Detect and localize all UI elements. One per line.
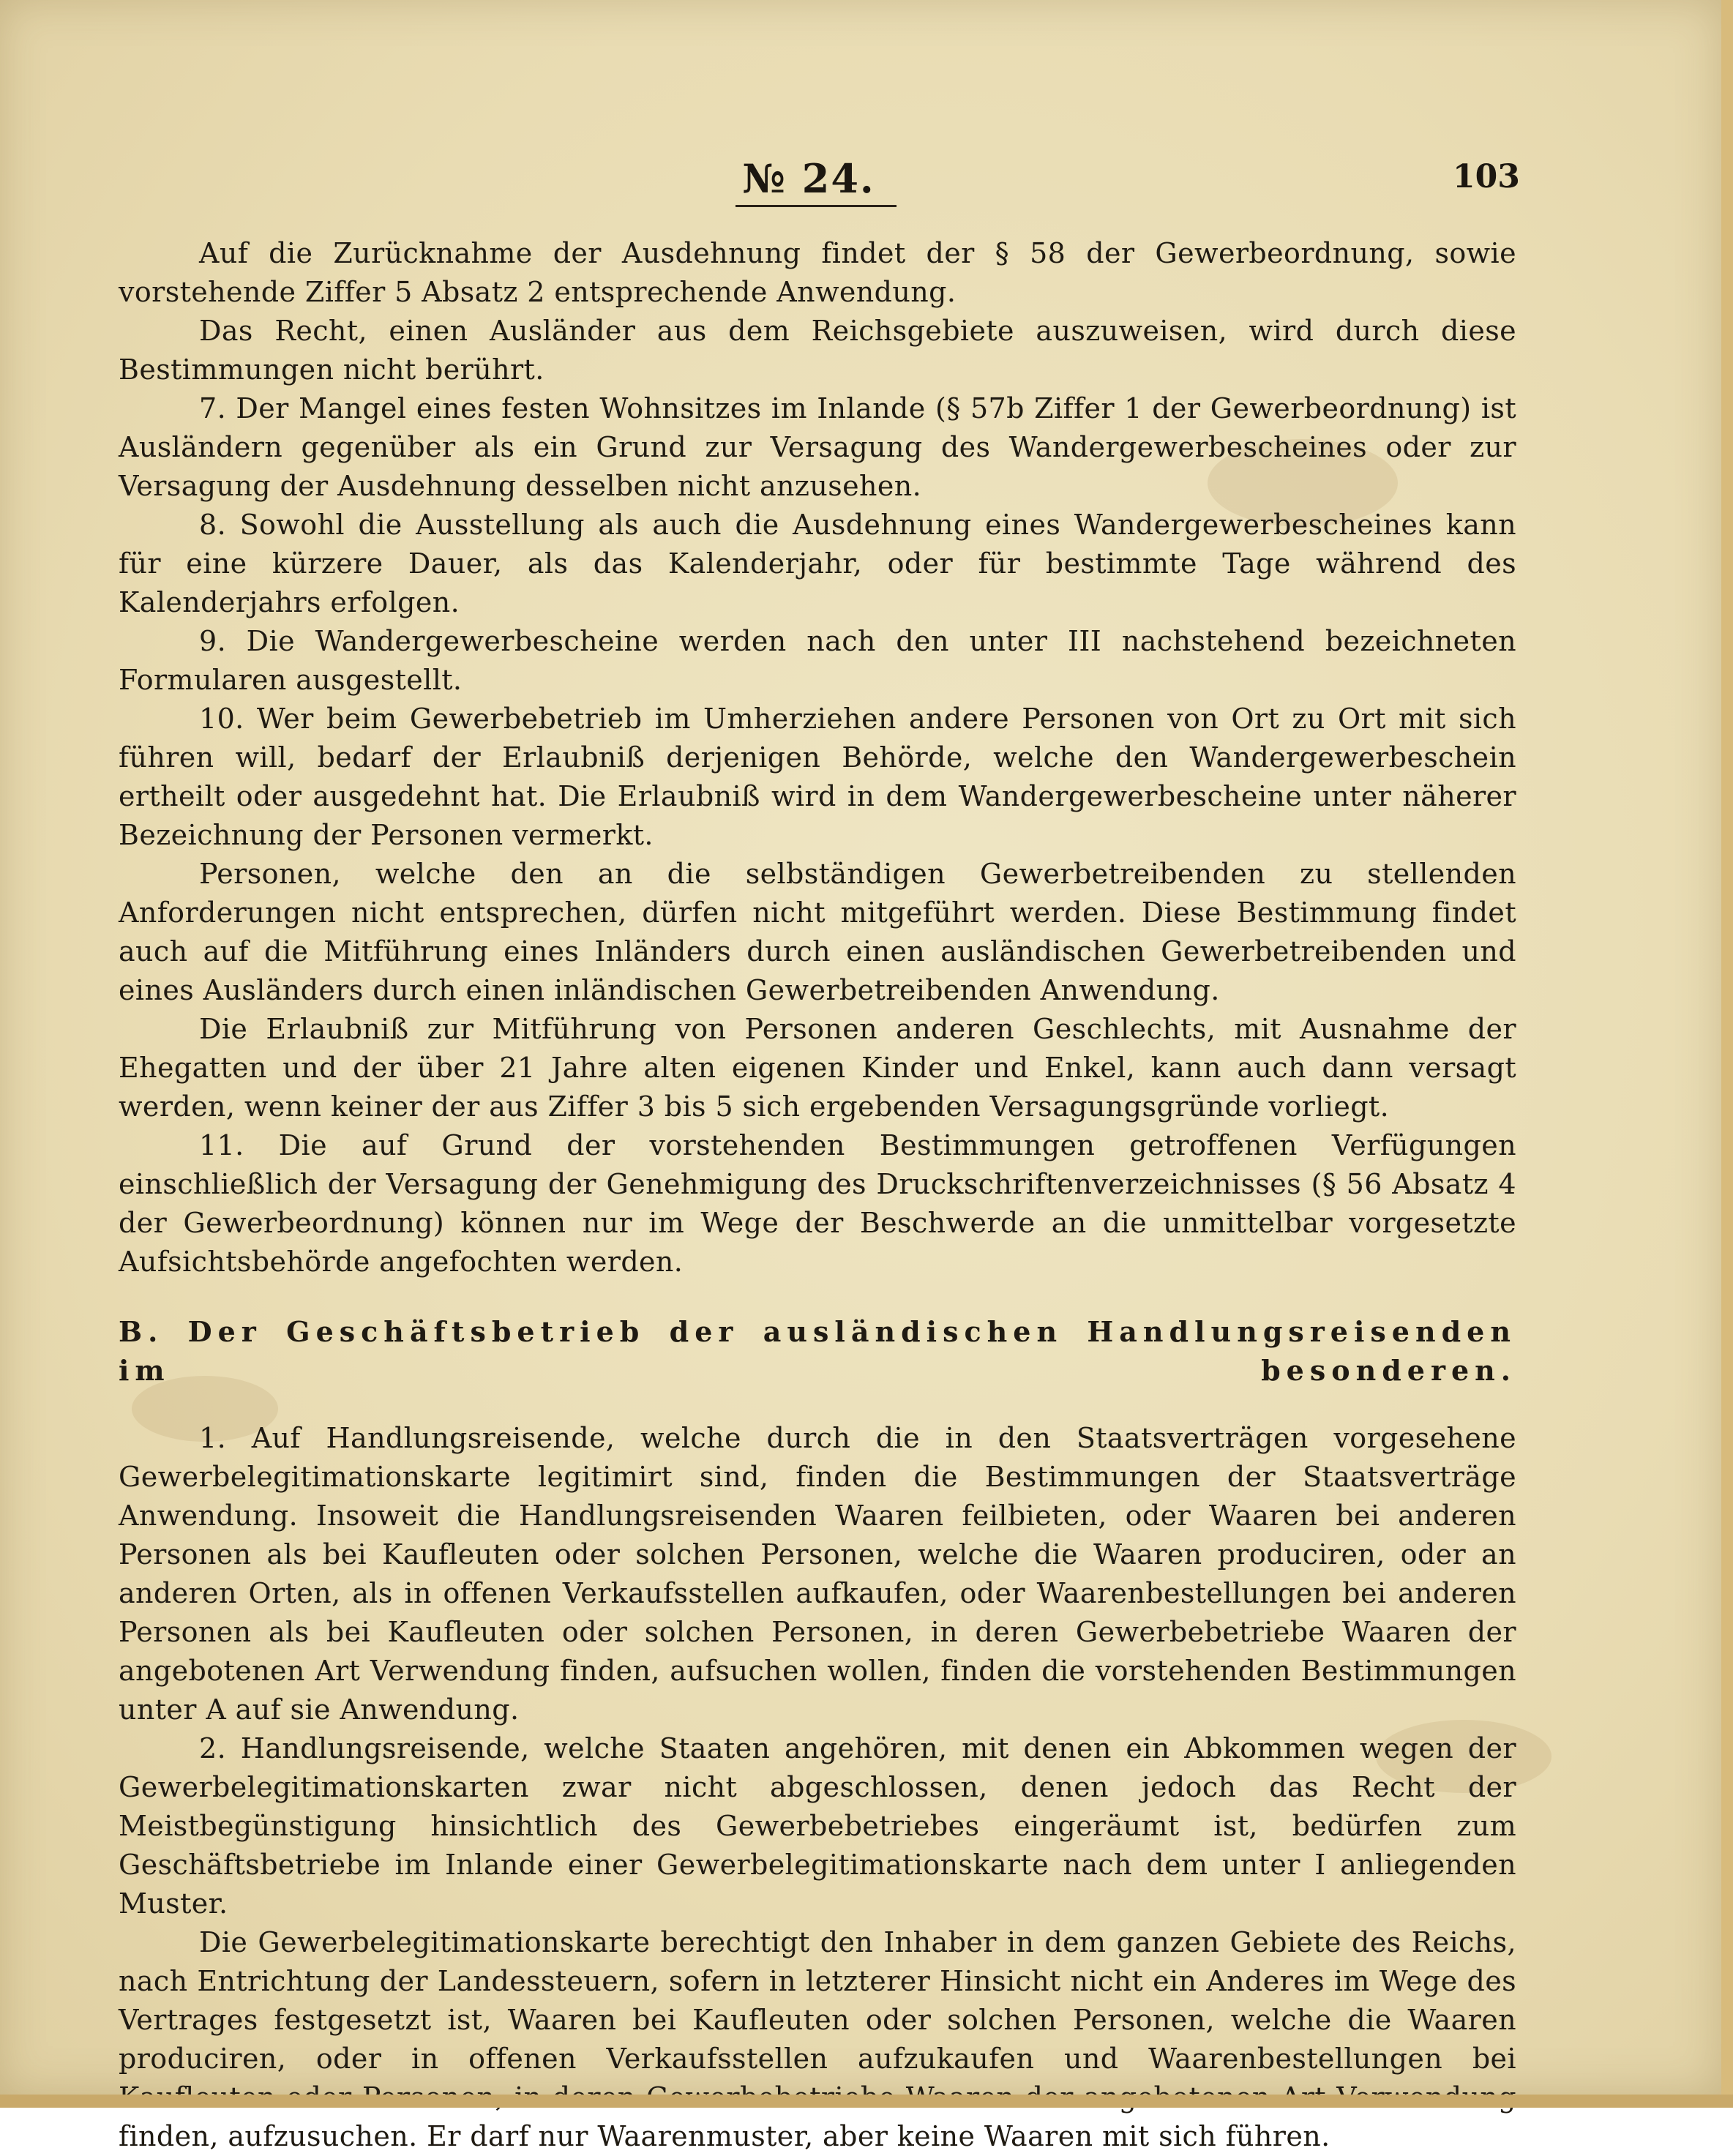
paragraph-recht: Das Recht, einen Ausländer aus dem Reichsgebiete auszuweisen, wird durch diese Bestimmungen nicht berührt. — [119, 315, 1516, 386]
paragraph-ausdehnung: Auf die Zurücknahme der Ausdehnung findet der § 58 der Gewerbeordnung, sowie vorstehende Ziffer 5 Absatz 2 entsprechende Anwendung. — [119, 237, 1516, 308]
page-number: 103 — [1453, 158, 1520, 195]
page-edge-bottom — [0, 2095, 1733, 2108]
issue-number: № 24. — [742, 155, 875, 202]
page-header — [0, 155, 1721, 214]
paragraph-7: 7. Der Mangel eines festen Wohnsitzes im Inlande (§ 57b Ziffer 1 der Gewerbeordnung) ist Ausländern gegenüber als ein Grund zur Versagung des Wandergewerbescheines oder zur Versagung der Ausdehnung desselben nicht anzusehen. — [119, 392, 1516, 502]
section-b-heading: B. Der Geschäftsbetrieb der ausländischen Handlungsreisenden im besonderen. — [119, 1315, 1516, 1387]
body-text — [119, 234, 1516, 2156]
paragraph-9: 9. Die Wandergewerbescheine werden nach den unter III nachstehend bezeichneten Formularen ausgestellt. — [119, 625, 1516, 696]
paragraph-b-karte: Die Gewerbelegitimationskarte berechtigt den Inhaber in dem ganzen Gebiete des Reichs, nach Entrichtung der Landessteuern, sofern in letzterer Hinsicht nicht ein Anderes im Wege des Vertrages festgesetzt ist, Waaren bei Kaufleuten oder solchen Personen, welche die Waaren produciren, oder in offenen Verkaufsstellen aufzukaufen und Waarenbestellungen bei finden, aufzusuchen. Er darf nur Waarenmuster, aber keine Waaren mit sich führen. — [119, 1926, 1516, 2152]
paragraph-8: 8. Sowohl die Ausstellung als auch die Ausdehnung eines Wandergewerbescheines kann für eine kürzere Dauer, als das Kalenderjahr, oder für bestimmte Tage während des Kalenderjahrs erfolgen. — [119, 509, 1516, 618]
issue-underline — [736, 205, 897, 207]
paragraph-personen: Personen, welche den an die selbständigen Gewerbetreibenden zu stellenden Anforderungen nicht entsprechen, dürfen nicht mitgeführt werden. Diese Bestimmung findet auch auf die Mitführung eines Inländers durch einen ausländischen Gewerbetreibenden und eines Ausländers durch einen inländischen Gewerbetreibenden Anwendung. — [119, 858, 1516, 1006]
paragraph-b2: 2. Handlungsreisende, welche Staaten angehören, mit denen ein Abkommen wegen der Gewerbelegitimationskarten zwar nicht abgeschlossen, denen jedoch das Recht der Meistbegünstigung hinsichtlich des Gewerbebetriebes eingeräumt ist, bedürfen zum Geschäftsbetriebe im Inlande einer Gewerbelegitimationskarte nach dem unter I anliegenden Muster. — [119, 1732, 1516, 1920]
paragraph-b1: 1. Auf Handlungsreisende, welche durch die in den Staatsverträgen vorgesehene Gewerbelegitimationskarte legitimirt sind, finden die Bestimmungen der Staatsverträge Anwendung. Insoweit die Handlungsreisenden Waaren feilbieten, oder Waaren bei anderen Personen als bei Kaufleuten oder solchen Personen, welche die Waaren produciren, oder an anderen Orten, als in offenen Verkaufsstellen aufkaufen, oder Waarenbestellungen bei anderen Personen als bei Kaufleuten oder solchen Personen, in deren Gewerbebetriebe Waaren der angebotenen Art Verwendung finden, aufsuchen wollen, finden die vorstehenden Bestimmungen unter A auf sie Anwendung. — [119, 1422, 1516, 1726]
paragraph-11: 11. Die auf Grund der vorstehenden Bestimmungen getroffenen Verfügungen einschließlich der Versagung der Genehmigung des Druckschriftenverzeichnisses (§ 56 Absatz 4 der Gewerbeordnung) können nur im Wege der Beschwerde an die unmittelbar vorgesetzte Aufsichtsbehörde angefochten werden. — [119, 1129, 1516, 1278]
paragraph-10: 10. Wer beim Gewerbebetrieb im Umherziehen andere Personen von Ort zu Ort mit sich führen will, bedarf der Erlaubniß derjenigen Behörde, welche den Wandergewerbeschein ertheilt oder ausgedehnt hat. Die Erlaubniß wird in dem Wandergewerbescheine unter näherer Bezeichnung der Personen vermerkt. — [119, 703, 1516, 851]
paragraph-erlaubniss: Die Erlaubniß zur Mitführung von Personen anderen Geschlechts, mit Ausnahme der Ehegatten und der über 21 Jahre alten eigenen Kinder und Enkel, kann auch dann versagt werden, wenn keiner der aus Ziffer 3 bis 5 sich ergebenden Versagungsgründe vorliegt. — [119, 1013, 1516, 1123]
page-edge-right — [1721, 0, 1733, 2108]
